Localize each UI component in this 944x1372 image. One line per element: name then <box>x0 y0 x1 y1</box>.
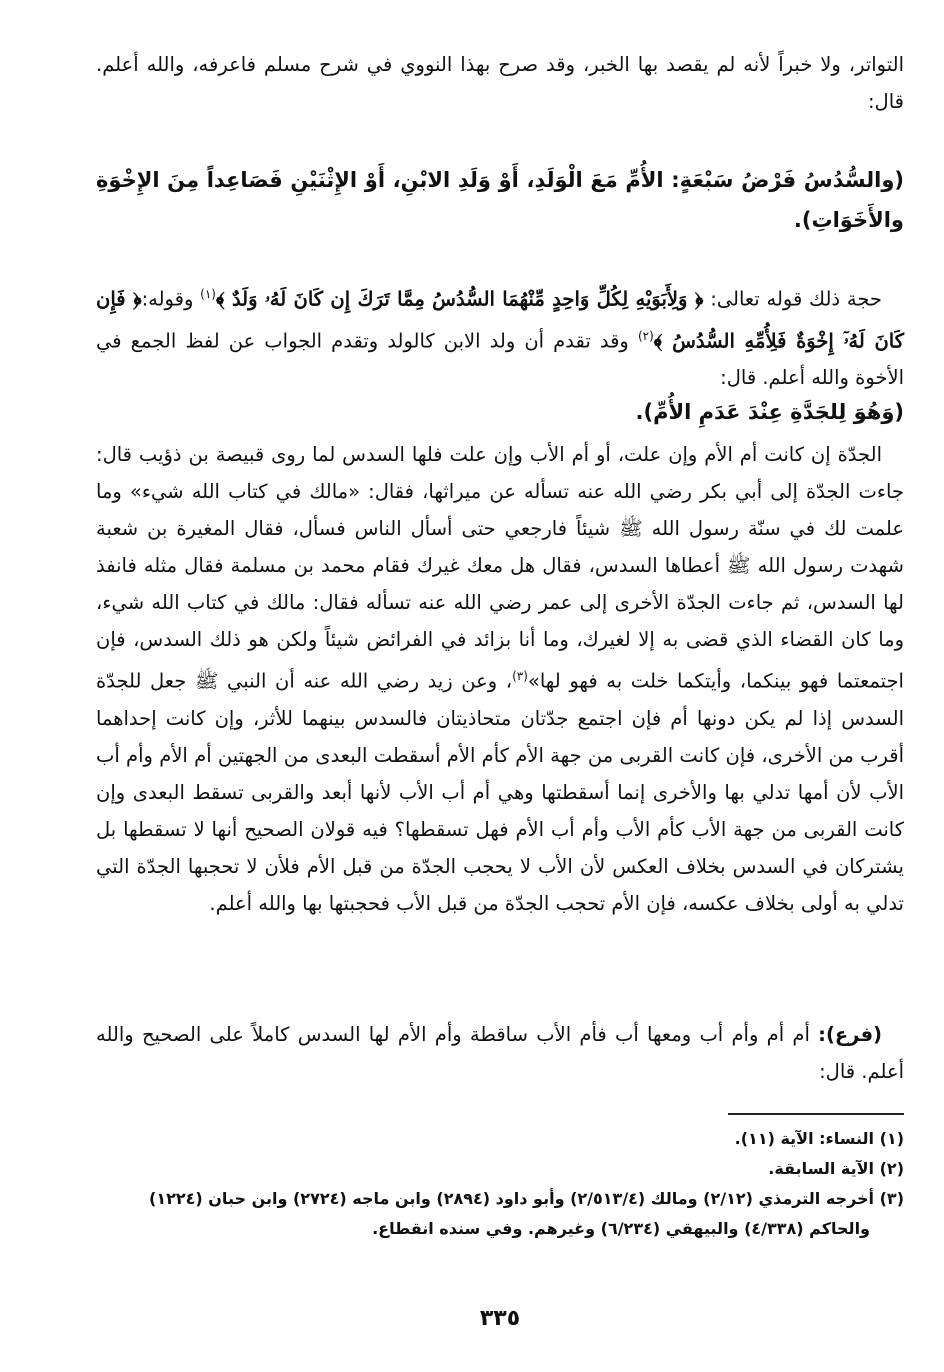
book-page <box>96 40 904 1340</box>
body-text-continued: ، وعن زيد رضي الله عنه أن النبي ﷺ جعل للجدّة السدس إذا لم يكن دونها أم فإن اجتمع جدّتان متحاذيتان فالسدس بينهما للأثر، وإن كانت إحداهما أقرب من الأخرى، فإن كانت القربى من جهة الأم كأم الأم أسقطت البعدى من الجهتين أم الأم وأم أب الأب لأن أمها تدلي بها والأخرى إنما أسقطتها وهي أم أب الأب لأنها أبعد والقربى تسقط البعدى وإن كانت القربى من جهة الأب كأم الأب وأم أب الأم فهل تسقطها؟ فيه قولان الصحيح أنها لا تسقطها بل يشتركان في السدس بخلاف العكس لأن الأب لا يحجب الجدّة من قبل الأم فلأن لا تحجبها الجدّة التي تدلي به أولى بخلاف عكسه، فإن الأم تحجب الجدّة من قبل الأب فحجبتها بها والله أعلم. <box>96 669 904 915</box>
page-number: ٣٣٥ <box>479 1306 521 1331</box>
footnote-ref-1: (١) <box>200 287 216 301</box>
body-text-intro: حجة ذلك قوله تعالى: <box>710 287 882 311</box>
footnote-ref-2: (٢) <box>637 328 654 343</box>
body-text: التواتر، ولا خبراً لأنه لم يقصد بها الخبر، وقد صرح بهذا النووي في شرح مسلم فاعرفه، والله أعلم. قال: <box>96 53 904 113</box>
matn-text: (وَهُوَ لِلجَدَّةِ عِنْدَ عَدَمِ الأُمِّ). <box>635 400 904 424</box>
footnote-3: (٣) أخرجه الترمذي (٢/١٢) ومالك (٢/٥١٣/٤) وأبو داود (٢٨٩٤) وابن ماجه (٢٧٢٤) وابن حبان (١٢٢٤) والحاكم (٤/٣٣٨) والبيهقي (٦/٢٣٤) وغيرهم. وفي سنده انقطاع. <box>149 1189 904 1238</box>
body-text <box>96 276 904 396</box>
paragraph-3 <box>96 436 904 922</box>
footnote-2: (٢) الآية السابقة. <box>768 1159 904 1178</box>
body-text <box>96 436 904 922</box>
branch-label: (فرع): <box>818 1023 882 1046</box>
matn-1 <box>96 160 904 240</box>
body-text-main: الجدّة إن كانت أم الأم وإن علت، أو أم الأب وإن علت فلها السدس لما روى قبيصة بن ذؤيب قال: جاءت الجدّة إلى أبي بكر رضي الله عنه تسأله عن ميراثها، فقال: «مالك في كتاب الله شيء» وما علمت لك في سنّة رسول الله ﷺ شيئاً فارجعي حتى أسأل الناس فسأل، فقال المغيرة بن شعبة شهدت رسول الله ﷺ أعطاها السدس، فقال هل معك غيرك فقام محمد بن مسلمة فقال مثله فانفذ لها السدس، ثم جاءت الجدّة الأخرى إلى عمر رضي الله عنه تسأله فقال: مالك في كتاب الله شيء، وما كان القضاء الذي قضى به إلا لغيرك، وما أنا بزائد في الفرائض شيئاً ولكن هو ذلك السدس، فإن اجتمعتما فهو بينكما، وأيتكما خلت به فهو لها» <box>96 443 904 693</box>
quran-verse-2: ﴿ فَإِن كَانَ لَهُۥٓ إِخْوَةٌ فَلِأُمِّهِ السُّدُسُ ﴾ <box>96 287 905 352</box>
paragraph-2 <box>96 276 904 396</box>
body-text-rest: وقد تقدم أن ولد الابن كالولد وتقدم الجواب عن لفظ الجمع في الأخوة والله أعلم. قال: <box>96 329 904 389</box>
footnote-divider <box>728 1113 904 1115</box>
footnote-1: (١) النساء: الآية (١١). <box>734 1129 904 1148</box>
footnotes <box>96 1124 904 1244</box>
quran-verse-1: ﴿ وَلِأَبَوَيْهِ لِكُلِّ وَاحِدٍ مِّنْهُمَا السُّدُسُ مِمَّا تَرَكَ إِن كَانَ لَهُۥ وَلَدٌ ﴾ <box>215 287 704 311</box>
footnote-ref-3: (٣) <box>512 669 528 683</box>
paragraph-4 <box>96 1016 904 1090</box>
body-text-branch: أم أم وأم أب ومعها أب فأم الأب ساقطة وأم الأم لها السدس كاملاً على الصحيح والله أعلم. قال: <box>96 1023 904 1083</box>
matn-text: (والسُّدُسُ فَرْضُ سَبْعَةٍ: الأُمِّ مَعَ الْوَلَدِ، أَوْ وَلَدِ الابْنِ، أَوْ الإِثْنَيْنِ فَصَاعِداً مِنَ الإِخْوَةِ والأَخَوَاتِ). <box>96 168 904 232</box>
matn-2 <box>96 392 904 432</box>
paragraph-1 <box>96 46 904 120</box>
body-text <box>96 1016 904 1090</box>
body-text-mid: وقوله: <box>141 287 194 311</box>
